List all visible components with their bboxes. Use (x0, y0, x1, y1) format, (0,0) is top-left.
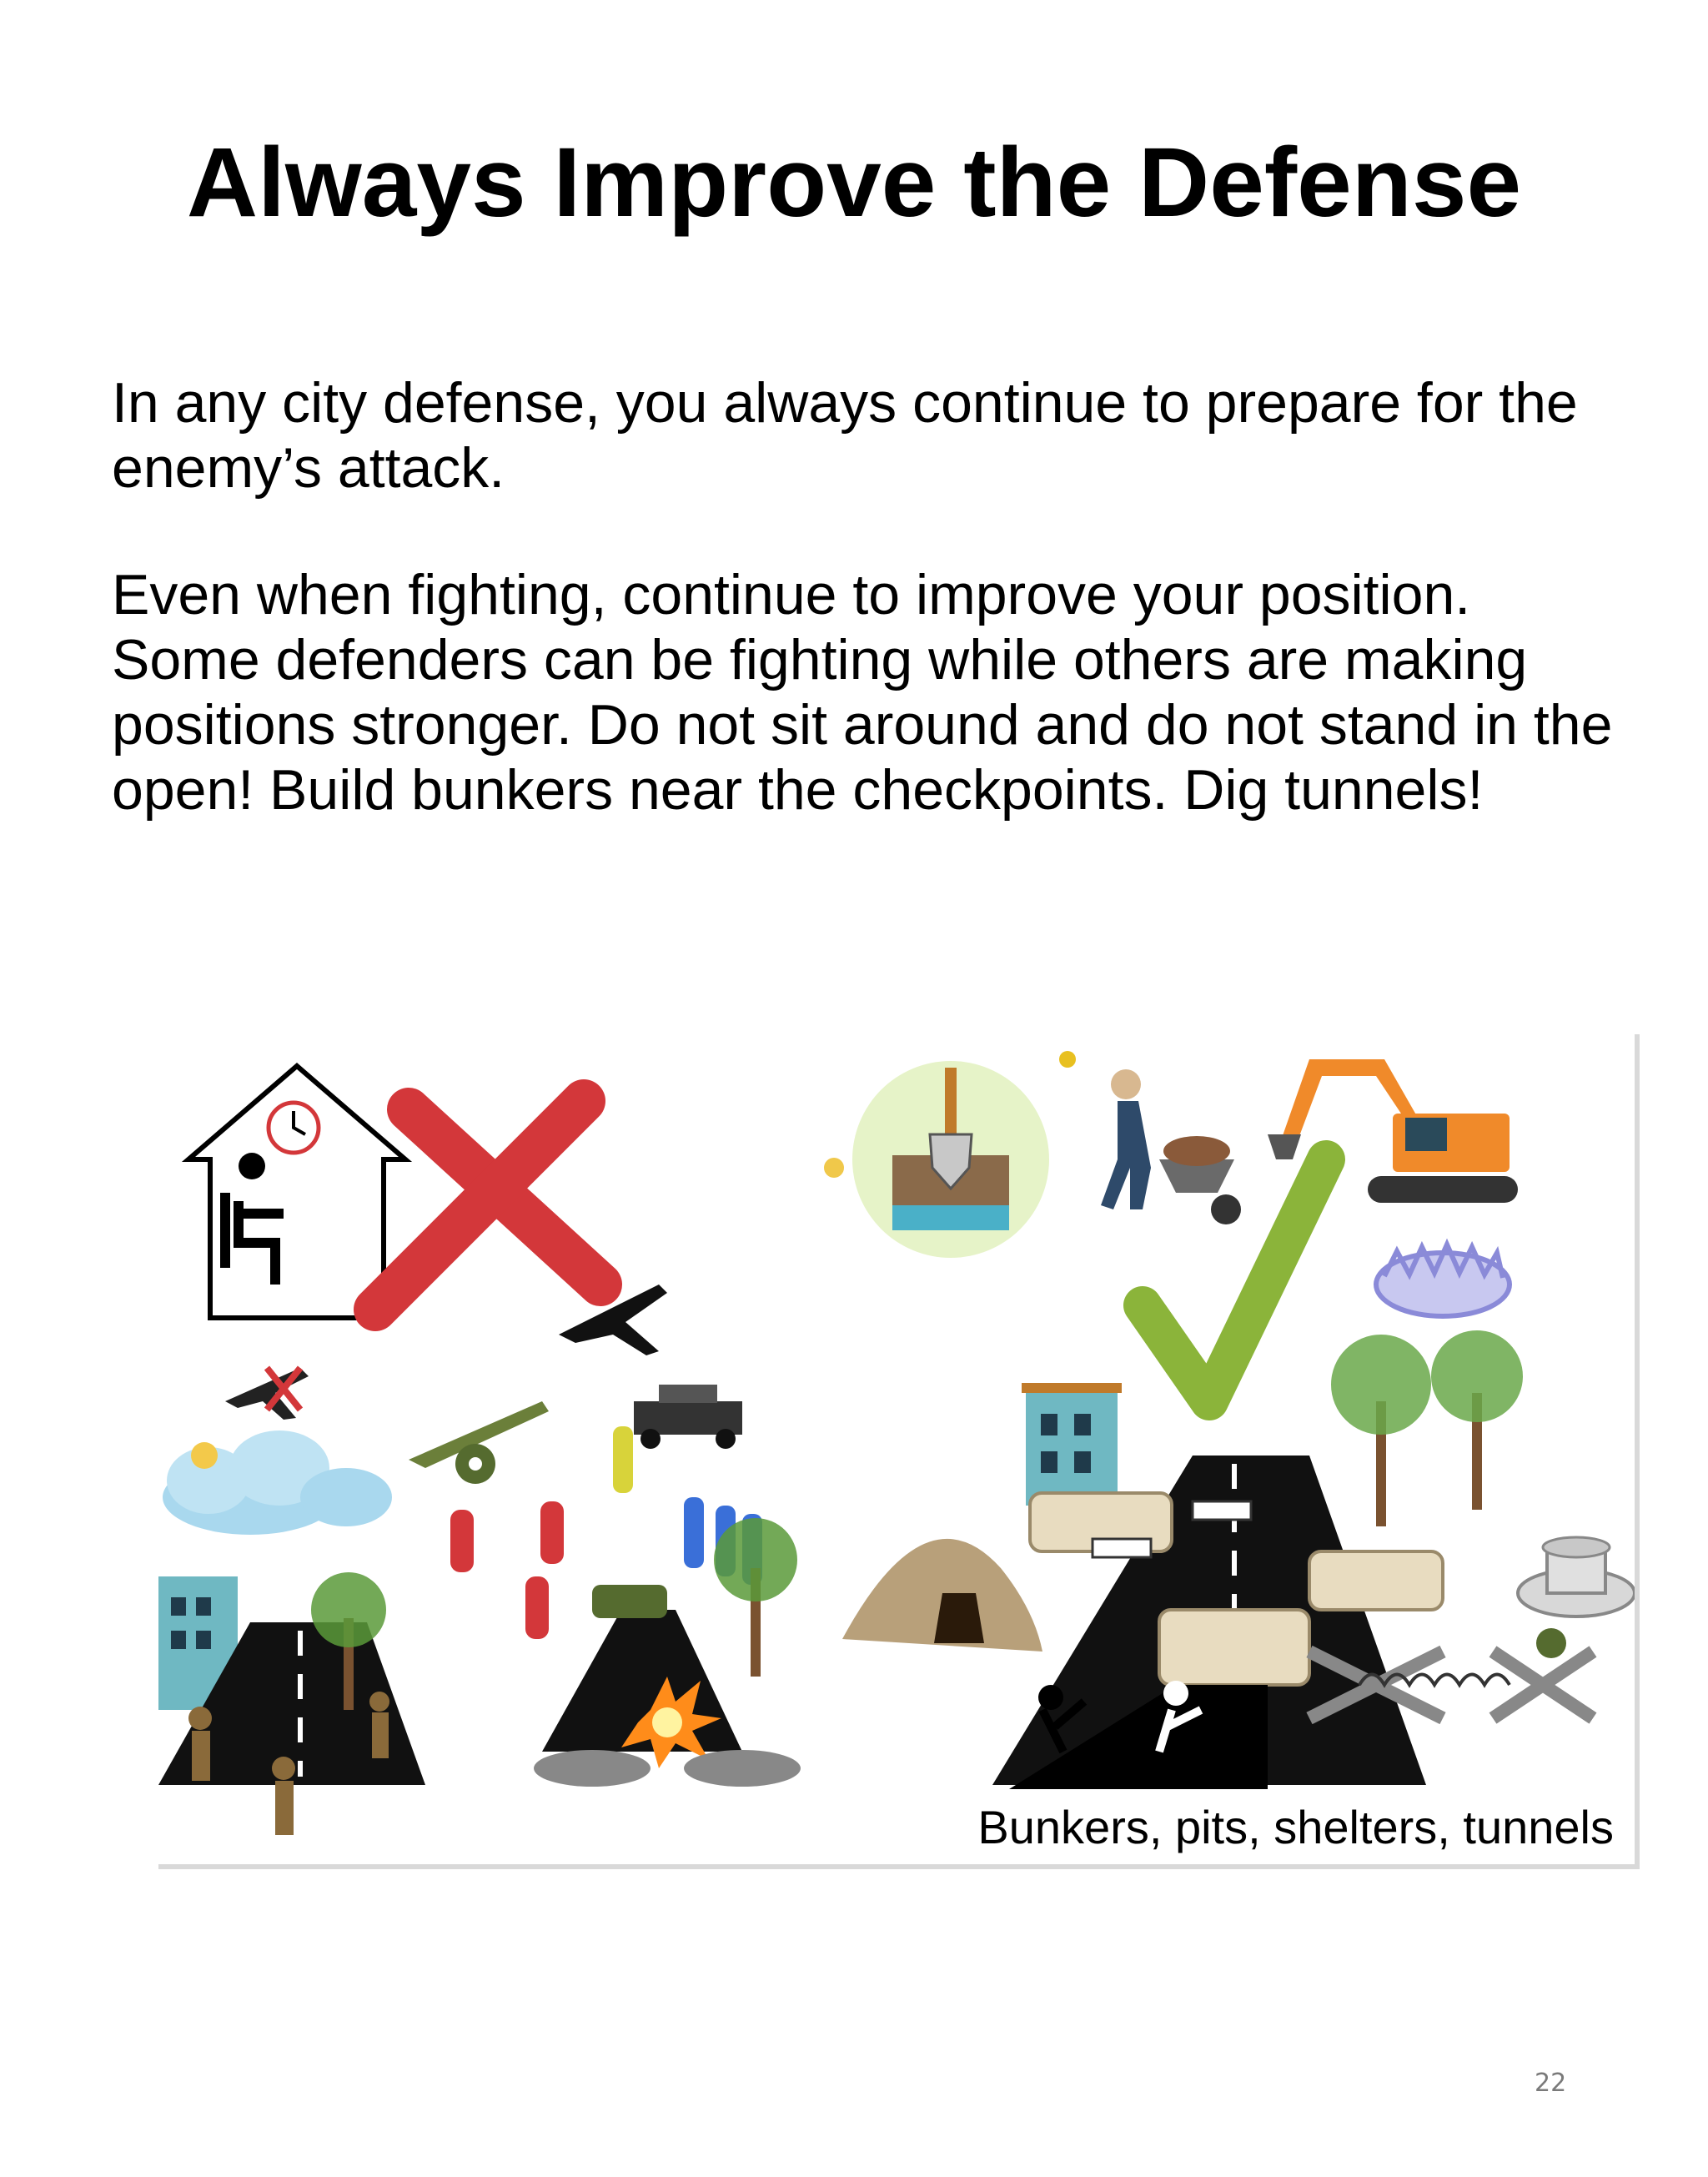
cave-shelter-icon (842, 1539, 1042, 1652)
green-checkmark-icon (1143, 1159, 1326, 1401)
instruction-paragraph: Even when fighting, continue to improve your position. Some defenders can be fighting while others are making positions stronger. Do not sit around and do not stand in the open! Build bunkers near the checkpoints. Dig tunnels! (112, 563, 1613, 822)
cloud-icon (163, 1430, 392, 1535)
bear-trap-icon (1376, 1244, 1510, 1316)
trench-trees-icon (1331, 1330, 1523, 1526)
apartment-building-icon (1022, 1383, 1122, 1506)
manhole-shelter-icon (1518, 1537, 1635, 1616)
red-cross-icon (375, 1101, 600, 1310)
artillery-icon (409, 1385, 742, 1484)
digging-shovel-icon (824, 1051, 1076, 1258)
page-number: 22 (1535, 2069, 1567, 2098)
defense-illustration (158, 1034, 1640, 1869)
illustration-caption: Bunkers, pits, shelters, tunnels (977, 1801, 1614, 1853)
page-title: Always Improve the Defense (186, 128, 1522, 238)
intro-paragraph: In any city defense, you always continue to prepare for the enemy’s attack. (112, 371, 1578, 500)
worker-wheelbarrow-icon (1101, 1069, 1241, 1224)
illustration-canvas (158, 1034, 1635, 1864)
sitting-at-home-icon (188, 1066, 405, 1318)
